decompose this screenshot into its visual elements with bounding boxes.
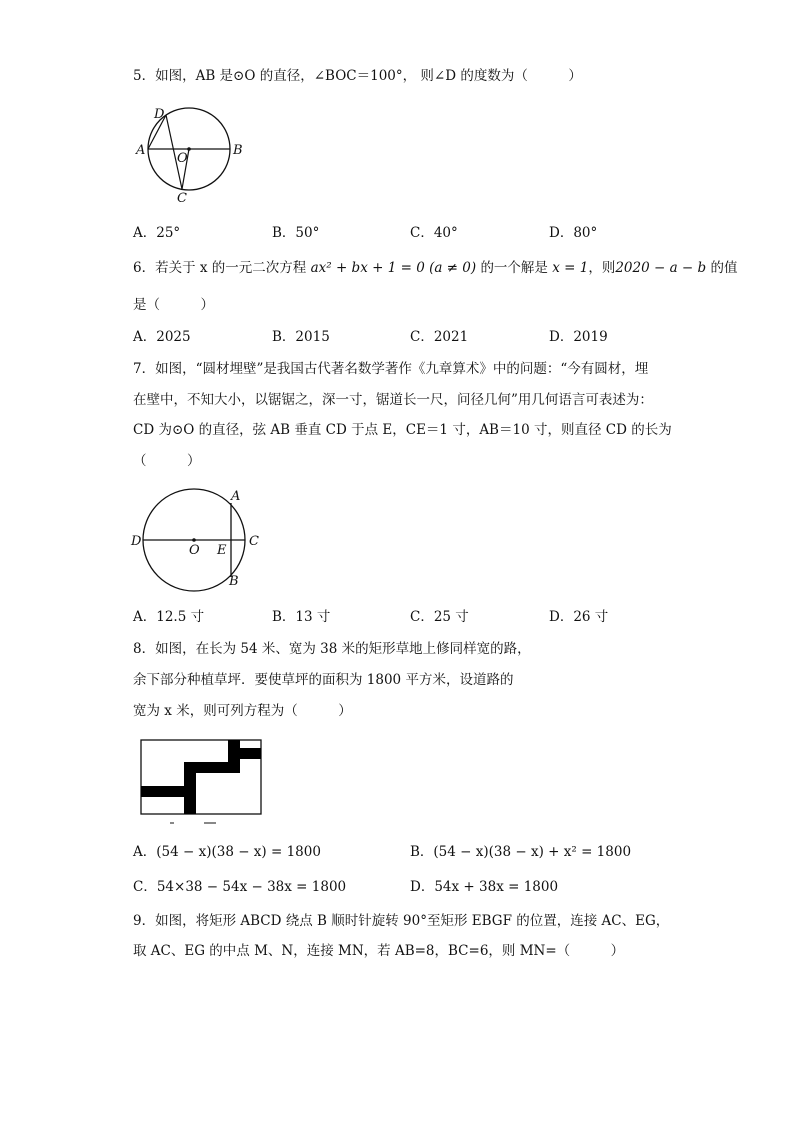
q6-option-c[interactable]: C．2021 bbox=[410, 329, 469, 345]
q7-option-c[interactable]: C．25 寸 bbox=[410, 609, 469, 625]
q5-stem: 5．如图，AB 是⊙O 的直径，∠BOC＝100°， 则∠D 的度数为（ ） bbox=[133, 68, 582, 84]
q5-figure bbox=[132, 104, 252, 204]
q6-option-b[interactable]: B．2015 bbox=[272, 329, 330, 345]
q6-solution: x = 1 bbox=[552, 260, 589, 276]
q5-option-b[interactable]: B．50° bbox=[272, 225, 320, 241]
q5-label-a: A bbox=[136, 143, 146, 158]
q8-figure bbox=[140, 739, 262, 829]
q7-center-point bbox=[192, 538, 196, 542]
q7-option-d[interactable]: D．26 寸 bbox=[549, 609, 609, 625]
q6-stem-line1 bbox=[133, 259, 737, 277]
q8-option-b[interactable]: B．(54 − x)(38 − x) + x² = 1800 bbox=[410, 844, 632, 860]
q7-figure bbox=[128, 485, 268, 590]
q6-text-mid2: ，则 bbox=[588, 260, 616, 276]
q7-stem-line3: CD 为⊙O 的直径，弦 AB 垂直 CD 于点 E，CE＝1 寸，AB＝10 寸，则直径 CD 的长为 bbox=[133, 422, 672, 438]
q6-expression: 2020 − a − b bbox=[615, 260, 707, 276]
q7-stem-line4: （ ） bbox=[133, 453, 201, 469]
q8-option-c[interactable]: C．54×38 − 54x − 38x = 1800 bbox=[133, 879, 347, 895]
q7-label-d: D bbox=[131, 534, 142, 549]
q6-option-d[interactable]: D．2019 bbox=[549, 329, 608, 345]
q6-text-pre: 6．若关于 x 的一元二次方程 bbox=[133, 260, 307, 276]
q8-option-d[interactable]: D．54x + 38x = 1800 bbox=[410, 879, 559, 895]
q6-text-post: 的值 bbox=[710, 260, 738, 276]
q7-stem-line1: 7．如图，“圆材埋壁”是我国古代著名数学著作《九章算术》中的问题：“今有圆材，埋 bbox=[133, 361, 649, 377]
q5-label-c: C bbox=[177, 191, 187, 206]
q8-road-horizontal-3 bbox=[228, 748, 261, 759]
q5-label-b: B bbox=[233, 143, 243, 158]
q7-label-a: A bbox=[231, 489, 241, 504]
q6-equation: ax² + bx + 1 = 0 (a ≠ 0) bbox=[310, 260, 477, 276]
q5-option-a[interactable]: A．25° bbox=[133, 225, 181, 241]
q5-label-d: D bbox=[154, 107, 165, 122]
q7-label-b: B bbox=[229, 574, 239, 589]
q7-label-e: E bbox=[217, 543, 227, 558]
q7-option-a[interactable]: A．12.5 寸 bbox=[133, 609, 205, 625]
q7-option-b[interactable]: B．13 寸 bbox=[272, 609, 331, 625]
q9-stem-line2: 取 AC、EG 的中点 M、N，连接 MN，若 AB=8，BC=6，则 MN=（ ） bbox=[133, 943, 625, 959]
q6-option-a[interactable]: A．2025 bbox=[133, 329, 191, 345]
q5-option-c[interactable]: C．40° bbox=[410, 225, 458, 241]
q6-text-mid: 的一个解是 bbox=[480, 260, 548, 276]
q7-label-c: C bbox=[249, 534, 259, 549]
q5-center-point bbox=[187, 147, 191, 151]
q8-stem-line3: 宽为 x 米，则可列方程为（ ） bbox=[133, 703, 352, 719]
q8-stem-line2: 余下部分种植草坪．要使草坪的面积为 1800 平方米，设道路的 bbox=[133, 672, 514, 688]
q5-label-o: O bbox=[177, 151, 188, 166]
q8-option-a[interactable]: A．(54 − x)(38 − x) = 1800 bbox=[133, 844, 321, 860]
q7-stem-line2: 在壁中，不知大小，以锯锯之，深一寸，锯道长一尺，问径几何”用几何语言可表述为： bbox=[133, 392, 653, 408]
q8-stem-line1: 8．如图，在长为 54 米、宽为 38 米的矩形草地上修同样宽的路， bbox=[133, 641, 531, 657]
q7-label-o: O bbox=[189, 543, 200, 558]
q5-option-d[interactable]: D．80° bbox=[549, 225, 598, 241]
q6-stem-line2: 是（ ） bbox=[133, 297, 214, 313]
q9-stem-line1: 9．如图，将矩形 ABCD 绕点 B 顺时针旋转 90°至矩形 EBGF 的位置，连接 AC、EG， bbox=[133, 913, 670, 929]
